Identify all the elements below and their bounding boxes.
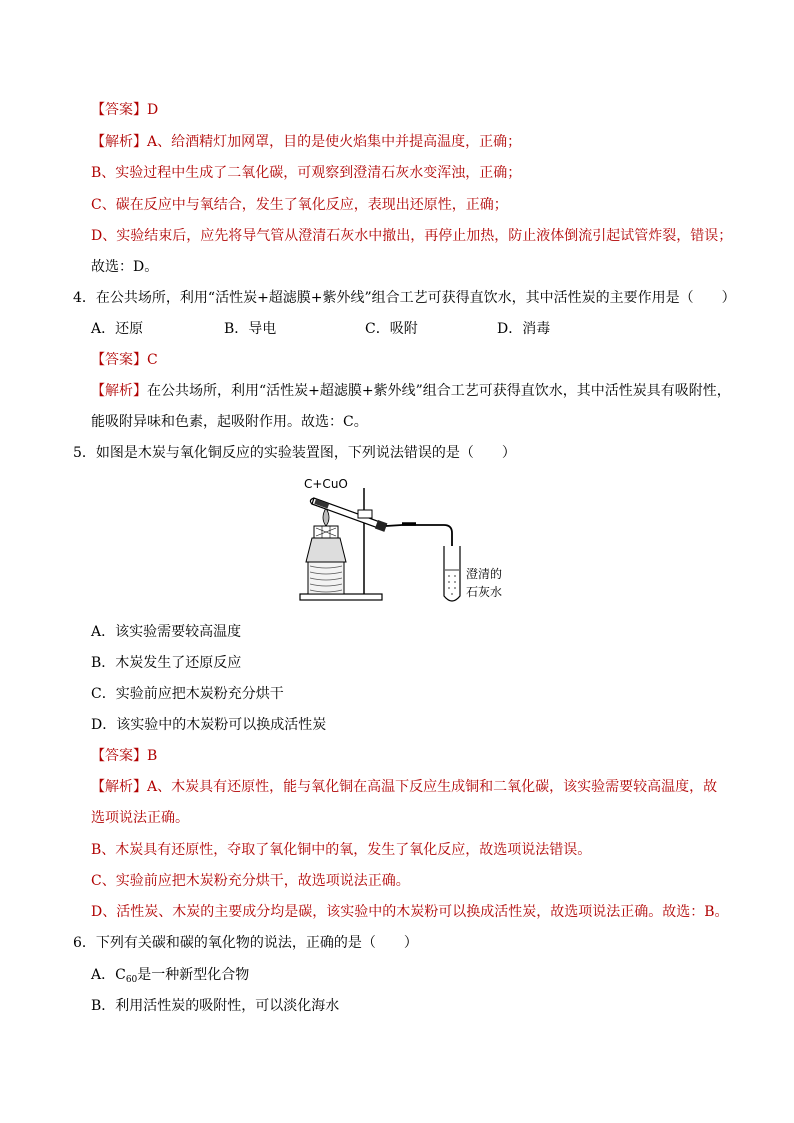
q4-analysis-line-1: 【解析】在公共场所，利用“活性炭+超滤膜+紫外线”组合工艺可获得直饮水，其中活性炭具有吸附性， xyxy=(91,383,731,399)
q4-analysis-line-2: 能吸附异味和色素，起吸附作用。故选：C。 xyxy=(91,414,368,430)
stand-base xyxy=(300,594,382,600)
q4-answer: 【答案】C xyxy=(91,352,158,368)
q5-answer: 【答案】B xyxy=(91,748,158,764)
q4-option-c: C．吸附 xyxy=(365,321,418,337)
q3-analysis-line-4: D、实验结束后，应先将导气管从澄清石灰水中撤出，再停止加热，防止液体倒流引起试管炸裂，错误； xyxy=(91,228,733,244)
q5-analysis-line-3: B、木炭具有还原性，夺取了氧化铜中的氧，发生了氧化反应，故选项说法错误。 xyxy=(91,842,592,858)
q3-conclusion: 故选：D。 xyxy=(91,259,159,275)
q4-option-d: D．消毒 xyxy=(497,321,551,337)
q5-analysis-line-2: 选项说法正确。 xyxy=(91,810,189,826)
q5-analysis-line-5: D、活性炭、木炭的主要成分均是碳，该实验中的木炭粉可以换成活性炭，故选项说法正确。故选：B。 xyxy=(91,904,729,920)
flame-icon xyxy=(323,508,329,526)
q5-stem: 5．如图是木炭与氧化铜反应的实验装置图，下列说法错误的是（ ） xyxy=(73,445,516,461)
clamp-icon xyxy=(358,510,372,518)
q5-analysis-line-4: C、实验前应把木炭粉充分烘干，故选项说法正确。 xyxy=(91,873,410,889)
q5-option-a: A．该实验需要较高温度 xyxy=(91,624,242,640)
q4-option-b: B．导电 xyxy=(224,321,277,337)
q3-analysis-line-2: B、实验过程中生成了二氧化碳，可观察到澄清石灰水变浑浊，正确； xyxy=(91,165,522,181)
delivery-tube xyxy=(386,525,452,580)
q5-option-d: D．该实验中的木炭粉可以换成活性炭 xyxy=(91,717,327,733)
q4-option-a: A．还原 xyxy=(91,321,144,337)
q3-analysis-line-1: 【解析】A、给酒精灯加网罩，目的是使火焰集中并提高温度，正确； xyxy=(91,134,522,150)
q3-answer: 【答案】D xyxy=(91,102,159,118)
q6-option-b: B．利用活性炭的吸附性，可以淡化海水 xyxy=(91,998,340,1014)
receiving-tube-icon xyxy=(444,546,460,601)
q3-analysis-line-3: C、碳在反应中与氧结合，发生了氧化反应，表现出还原性，正确； xyxy=(91,197,508,213)
apparatus-figure xyxy=(294,470,534,610)
q5-option-b: B．木炭发生了还原反应 xyxy=(91,655,242,671)
q5-option-c: C．实验前应把木炭粉充分烘干 xyxy=(91,686,284,702)
alcohol-lamp-icon xyxy=(306,538,346,562)
figure-label-limewater-1: 澄清的 xyxy=(466,567,503,581)
q4-stem: 4．在公共场所，利用“活性炭+超滤膜+紫外线”组合工艺可获得直饮水，其中活性炭的主要作用是（ ） xyxy=(73,290,736,306)
figure-label-limewater-2: 石灰水 xyxy=(466,585,503,599)
q6-option-a: A．$C_{60}$是一种新型化合物 xyxy=(91,967,250,985)
figure-label-reactants: C+CuO xyxy=(304,477,348,491)
q5-analysis-line-1: 【解析】A、木炭具有还原性，能与氧化铜在高温下反应生成铜和二氧化碳，该实验需要较高温度，故 xyxy=(91,779,718,795)
q6-stem: 6．下列有关碳和碳的氧化物的说法，正确的是（ ） xyxy=(73,935,418,951)
